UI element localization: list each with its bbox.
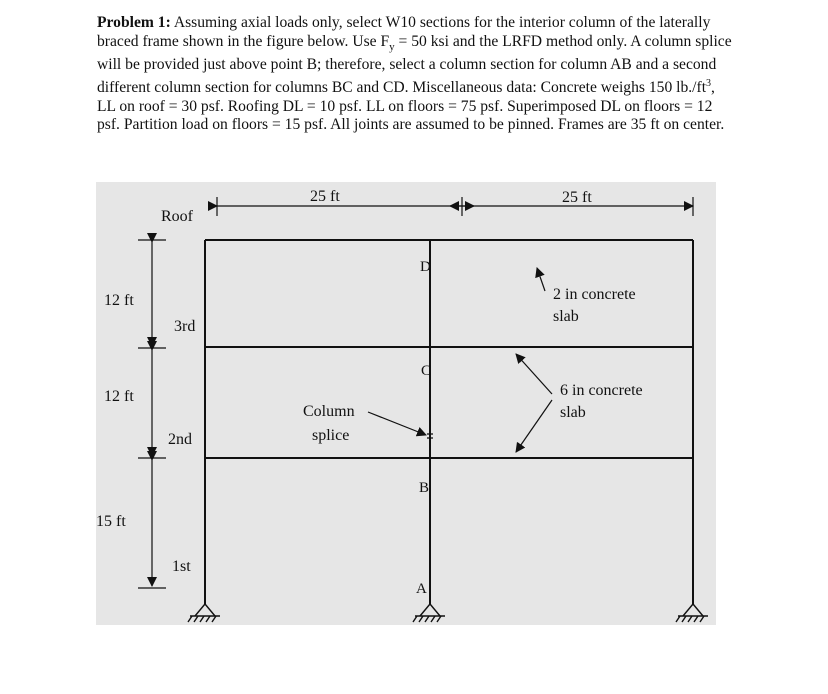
- level-first-label: 1st: [172, 558, 191, 575]
- floor-slab-label-line1: 6 in concrete: [560, 382, 643, 399]
- slab-arrows: [516, 268, 552, 452]
- point-d-label: D: [420, 259, 431, 275]
- problem-heading: Problem 1:: [97, 14, 171, 31]
- fy-subscript: y: [389, 40, 395, 53]
- splice-arrow: [368, 412, 426, 435]
- level-third-label: 3rd: [174, 318, 196, 335]
- problem-text-2: = 50 ksi and the LRFD method only. A column splice will be provided just above point B; therefore, select a column section for column AB and a second different column section for columns BC and CD. Miscellaneous data: Concrete weighs 150 lb./ft: [97, 32, 732, 97]
- support-right: [676, 604, 708, 622]
- level-second-label: 2nd: [168, 431, 192, 448]
- support-interior: [413, 604, 445, 622]
- problem-statement: [97, 14, 737, 135]
- roof-slab-label-line1: 2 in concrete: [553, 286, 636, 303]
- cube-superscript: 3: [706, 77, 712, 89]
- problem-text-1: Assuming axial loads only, select W10 sections for the interior column of the laterally braced frame shown in the figure below. Use F: [97, 14, 711, 50]
- point-a-label: A: [416, 581, 427, 597]
- pinned-supports: [188, 604, 708, 622]
- point-b-label: B: [419, 480, 430, 496]
- splice-label-line2: splice: [312, 427, 350, 444]
- frame-diagram: [96, 182, 716, 625]
- point-c-label: C: [421, 363, 432, 379]
- level-roof-label: Roof: [161, 208, 193, 225]
- height-bottom-label: 15 ft: [96, 513, 126, 530]
- problem-text-3: , LL on roof = 30 psf. Roofing DL = 10 psf. LL on floors = 75 psf. Superimposed DL on floors = 12 psf. Partition load on floors = 15 psf. All joints are assumed to be pinned. Frames are 35 ft on center.: [97, 79, 725, 134]
- span-right-label: 25 ft: [562, 189, 592, 206]
- roof-slab-label-line2: slab: [553, 308, 579, 325]
- span-dimension: [217, 197, 693, 216]
- frame-figure: [96, 182, 716, 625]
- floor-slab-label-line2: slab: [560, 404, 586, 421]
- span-left-label: 25 ft: [310, 188, 340, 205]
- height-dimensions: [138, 240, 166, 588]
- height-middle-label: 12 ft: [104, 388, 134, 405]
- support-left: [188, 604, 220, 622]
- height-top-label: 12 ft: [104, 292, 134, 309]
- splice-label-line1: Column: [303, 403, 355, 420]
